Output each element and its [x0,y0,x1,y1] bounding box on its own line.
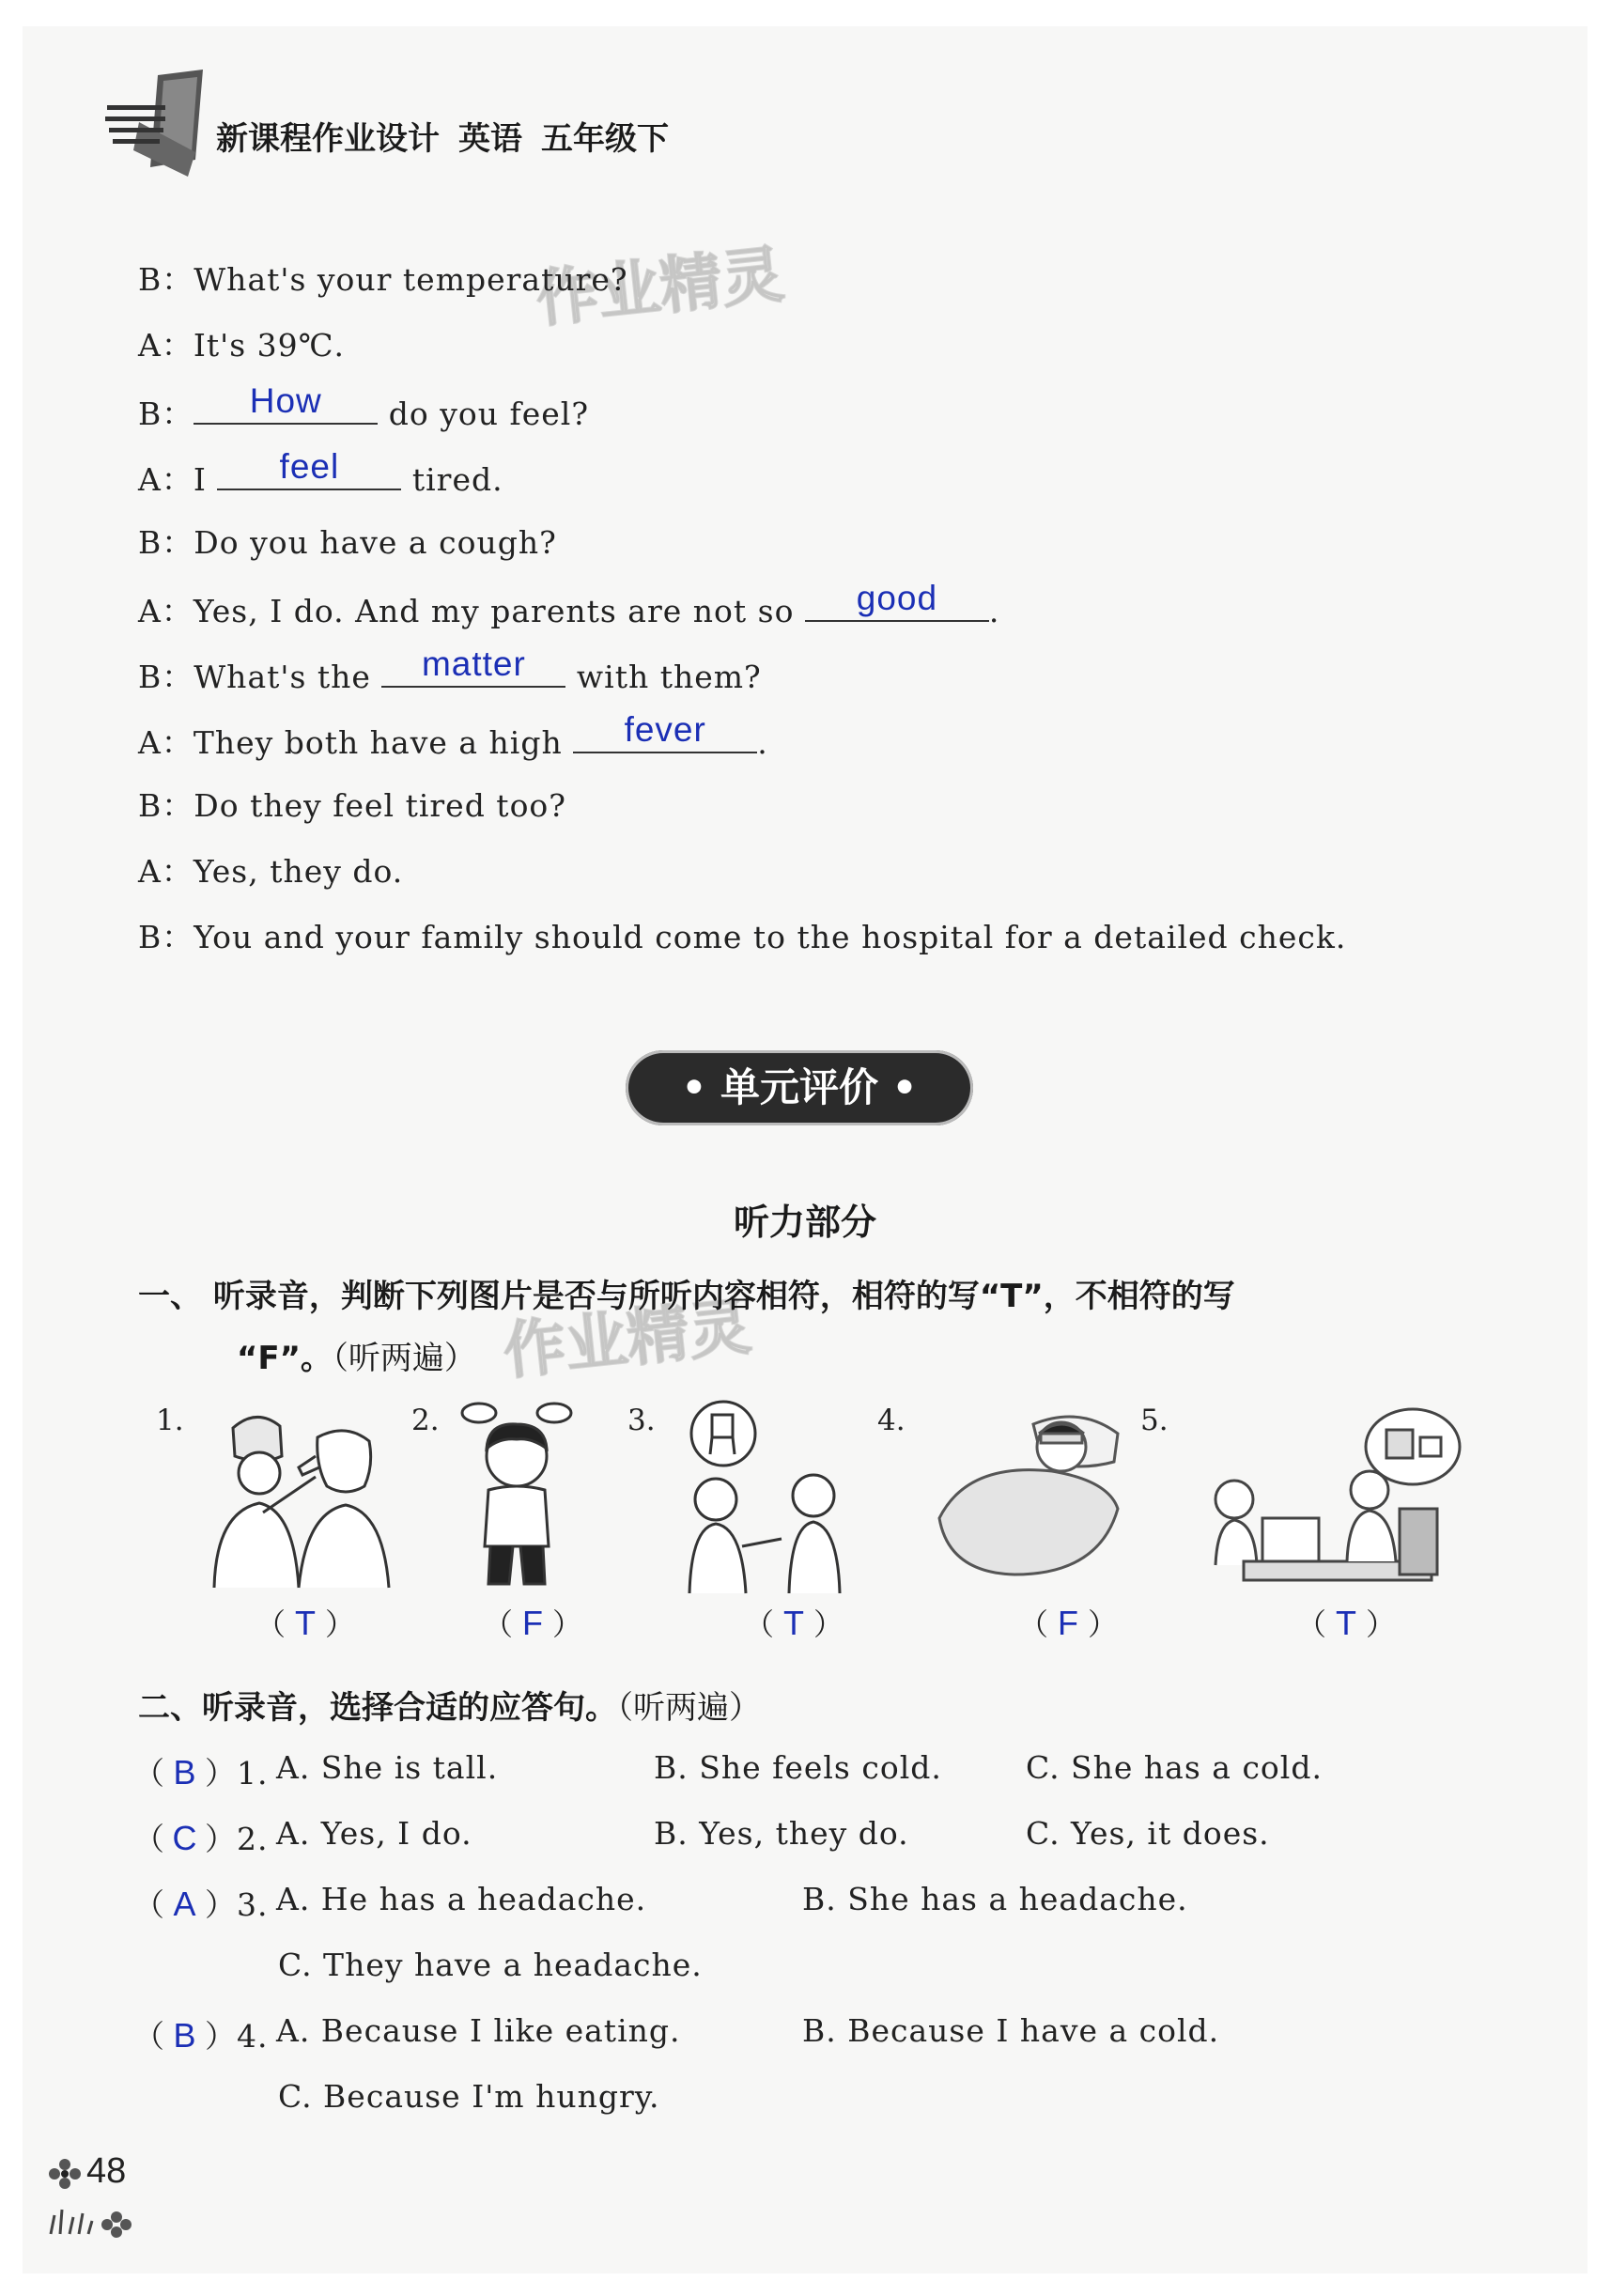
picture-number: 3. [627,1404,656,1437]
line-text: tired. [401,461,503,498]
answer-paren: （ T ） [255,1604,356,1642]
part1-heading: 一、 听录音，判断下列图片是否与所听内容相符，相符的写“T”，不相符的写 [138,1278,1235,1315]
line-text: You and your family should come to the hospital for a detailed check. [194,919,1347,955]
dialogue-line [138,447,503,500]
answer-paren: （ F ） [1018,1604,1119,1642]
boy-stomachache-icon [451,1396,582,1603]
option-a: A. Because I like eating. [276,2012,681,2049]
speaker: A： [138,724,194,761]
boy-in-bed-fever-icon [930,1396,1137,1584]
question-row: （ C ）2. [133,1819,269,1857]
speaker: B： [138,659,194,695]
line-text: It's 39℃. [193,327,346,364]
heading-note: （听两遍） [332,1340,476,1377]
filled-answer: F [522,1604,544,1642]
option-b: B. Because I have a cold. [802,2012,1220,2049]
line-text: I [193,461,218,498]
answer-blank[interactable] [805,579,989,622]
answer-blank[interactable] [381,644,565,688]
answer-blank[interactable] [573,710,757,753]
heading-bold: “F”。 [237,1340,333,1377]
option-a: A. He has a headache. [276,1881,647,1917]
answer-paren: （ T ） [1296,1604,1397,1642]
filled-answer: matter [421,644,526,683]
filled-answer: T [783,1604,805,1642]
question-number: 1. [237,1755,269,1792]
speaker: B： [138,261,194,298]
speaker: B： [138,787,194,824]
watermark: 作业精灵 [533,238,787,336]
grade-name: 五年级下 [541,120,669,158]
line-text: Yes, I do. And my parents are not so [193,593,805,629]
question-row: （ B ）1. [133,1753,269,1792]
dialogue-line [138,847,403,892]
question-row: （ A ）3. [133,1885,269,1923]
page-number: 48 [86,2151,127,2191]
picture-number: 4. [877,1404,906,1437]
option-b: B. Yes, they do. [654,1815,909,1852]
book-logo-icon [101,66,209,188]
grass-decoration-icon [45,2204,139,2238]
filled-answer: B [173,1753,197,1792]
dialogue-line [138,913,1346,957]
line-text: What's the [194,659,382,695]
option-c: C. She has a cold. [1026,1749,1323,1786]
part1-heading-line2 [237,1332,476,1378]
filled-answer: feel [279,447,340,486]
line-text: . [988,593,1000,629]
picture-number: 2. [411,1404,440,1437]
subject-name: 英语 [458,120,522,158]
dialogue-line [138,644,762,697]
boys-thinking-chair-icon [671,1396,868,1603]
question-number: 3. [237,1886,269,1923]
filled-answer: C [172,1819,198,1857]
dialogue-line [138,782,566,826]
dialogue-line [138,381,590,434]
speaker: A： [138,593,194,629]
speaker: A： [138,461,194,498]
option-c: C. They have a headache. [278,1947,703,1983]
dialogue-line [138,710,768,763]
speaker: B： [138,919,194,955]
filled-answer: How [249,381,322,420]
line-text: with them? [565,659,762,695]
heading-note: （听两遍） [617,1689,761,1727]
flower-icon [47,2157,83,2191]
answer-blank[interactable] [194,381,378,425]
speaker: A： [138,327,194,364]
dialogue-line [138,519,557,563]
speaker: B： [138,524,194,561]
answer-paren: （ F ） [483,1604,583,1642]
filled-answer: A [173,1885,197,1923]
filled-answer: B [173,2016,197,2055]
question-number: 4. [237,2018,269,2055]
dialogue-line [138,579,1000,631]
filled-answer: F [1058,1604,1079,1642]
doctor-examining-eye-icon [205,1400,393,1597]
line-text: Do they feel tired too? [194,787,566,824]
filled-answer: good [856,579,938,617]
doctor-consultation-icon [1187,1396,1469,1593]
book-name: 新课程作业设计 [216,120,440,158]
watermark: 作业精灵 [500,1290,754,1388]
option-a: A. She is tall. [276,1749,499,1786]
speaker: B： [138,396,194,432]
book-title [216,113,688,159]
line-text: Do you have a cough? [194,524,557,561]
line-text: . [757,724,768,761]
answer-blank[interactable] [217,447,401,490]
line-text: do you feel? [378,396,590,432]
line-text: Yes, they do. [193,853,404,890]
option-c: C. Yes, it does. [1026,1815,1270,1852]
filled-answer: fever [624,710,706,749]
line-text: They both have a high [193,724,574,761]
line-text: What's your temperature? [194,261,628,298]
filled-answer: T [1336,1604,1357,1642]
dialogue-line [138,321,345,365]
question-number: 2. [237,1821,269,1857]
picture-number: 1. [156,1404,184,1437]
speaker: A： [138,853,194,890]
option-b: B. She feels cold. [654,1749,942,1786]
question-row: （ B ）4. [133,2016,269,2055]
filled-answer: T [295,1604,317,1642]
option-b: B. She has a headache. [802,1881,1188,1917]
answer-paren: （ T ） [744,1604,844,1642]
dialogue-line [138,256,628,300]
option-c: C. Because I'm hungry. [278,2078,660,2115]
unit-evaluation-banner: • 单元评价 • [626,1050,973,1125]
heading-bold: 二、听录音，选择合适的应答句。 [138,1689,617,1727]
option-a: A. Yes, I do. [276,1815,472,1852]
picture-number: 5. [1140,1404,1169,1437]
part2-heading [138,1682,761,1728]
listening-section-title: 听力部分 [733,1202,876,1243]
